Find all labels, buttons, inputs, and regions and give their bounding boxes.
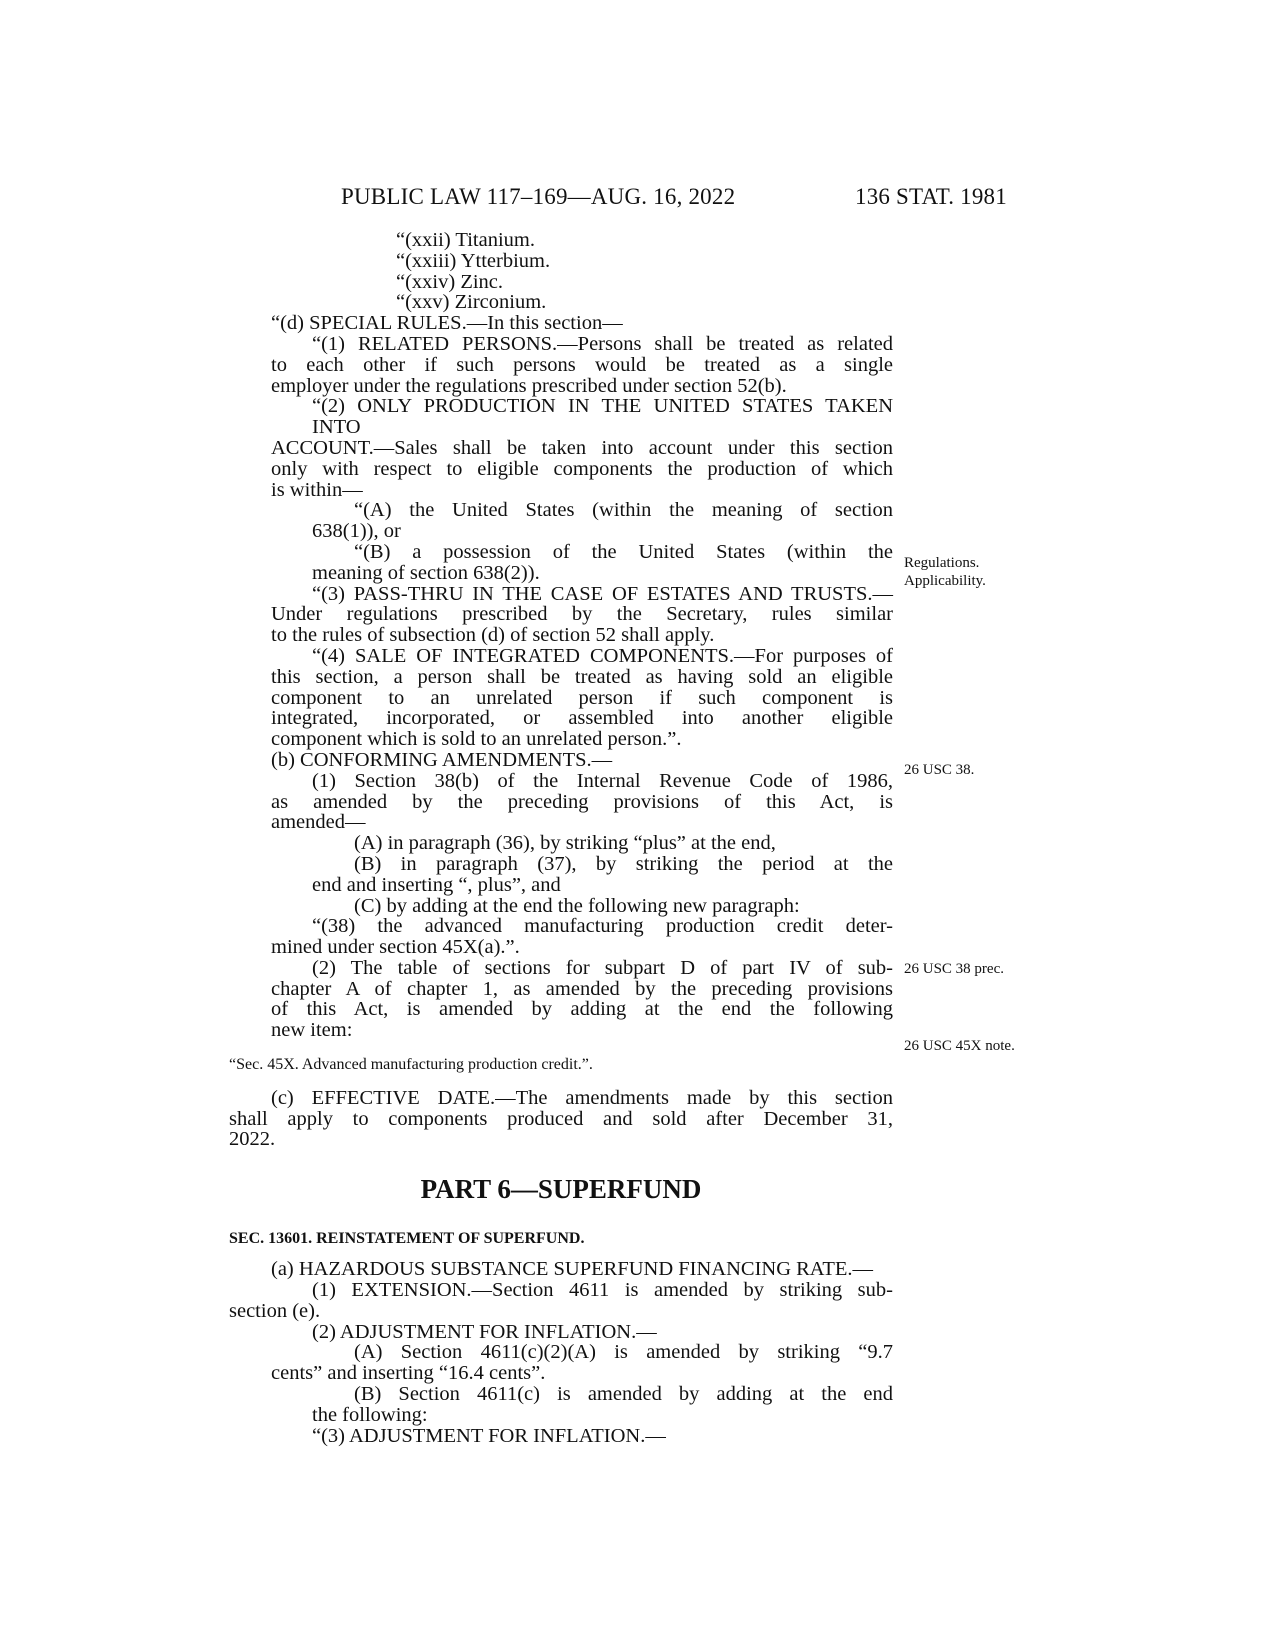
document-body (229, 230, 893, 1446)
paragraph-line: of this Act, is amended by adding at the end the following (271, 998, 893, 1021)
part-heading: PART 6—SUPERFUND (420, 1174, 702, 1205)
paragraph-line: this section, a person shall be treated as having sold an eligible (271, 665, 893, 688)
paragraph-line: shall apply to components produced and sold after December 31, (229, 1107, 893, 1130)
margin-note-usc: 26 USC 38 prec. (904, 961, 1004, 977)
paragraph-line: “(A) the United States (within the meaning of section (354, 499, 893, 522)
paragraph-line: (A) Section 4611(c)(2)(A) is amended by striking “9.7 (354, 1341, 893, 1364)
list-item: “(xxiv) Zinc. (396, 270, 504, 293)
page-number: 136 STAT. 1981 (855, 184, 1007, 209)
running-header-title: PUBLIC LAW 117–169—AUG. 16, 2022 (341, 184, 736, 209)
paragraph-line: “(3) PASS-THRU IN THE CASE OF ESTATES AND TRUSTS.— (312, 582, 893, 605)
paragraph-line: (2) The table of sections for subpart D of part IV of sub- (312, 956, 893, 979)
paragraph-line: mined under section 45X(a).”. (271, 936, 520, 959)
paragraph-line: (B) in paragraph (37), by striking the period at the (354, 852, 893, 875)
paragraph-line: section (e). (229, 1299, 321, 1322)
paragraph-line: to each other if such persons would be treated as a single (271, 353, 893, 376)
paragraph-line: 2022. (229, 1128, 276, 1151)
paragraph-line: to the rules of subsection (d) of section 52 shall apply. (271, 624, 715, 647)
paragraph-line: the following: (312, 1403, 428, 1426)
margin-note-usc: 26 USC 45X note. (904, 1038, 1015, 1054)
paragraph-line: Under regulations prescribed by the Secretary, rules similar (271, 603, 893, 626)
paragraph-line: as amended by the preceding provisions of this Act, is (271, 790, 893, 813)
paragraph-line: “(3) ADJUSTMENT FOR INFLATION.— (312, 1424, 666, 1447)
paragraph-line: “(B) a possession of the United States (within the (354, 540, 893, 563)
paragraph-line: chapter A of chapter 1, as amended by the preceding provisions (271, 977, 893, 1000)
table-of-sections-item: “Sec. 45X. Advanced manufacturing production credit.”. (229, 1056, 593, 1074)
paragraph-line: (C) by adding at the end the following new paragraph: (354, 894, 800, 917)
list-item: “(xxii) Titanium. (396, 229, 535, 251)
paragraph-line: (1) Section 38(b) of the Internal Revenue Code of 1986, (312, 769, 893, 792)
paragraph-line: “(1) RELATED PERSONS.—Persons shall be treated as related (312, 332, 893, 355)
list-item: “(xxiii) Ytterbium. (396, 249, 551, 272)
paragraph-line: only with respect to eligible components the production of which (271, 457, 893, 480)
margin-note-applicability: Applicability. (904, 573, 986, 589)
paragraph-line: 638(1)), or (312, 520, 401, 543)
paragraph-line: “(2) ONLY PRODUCTION IN THE UNITED STATES TAKEN INTO (312, 395, 893, 439)
paragraph-line: new item: (271, 1019, 353, 1042)
paragraph-line: ACCOUNT.—Sales shall be taken into account under this section (271, 436, 893, 459)
paragraph-line: amended— (271, 811, 366, 834)
paragraph-line: is within— (271, 478, 363, 501)
paragraph-line: (A) in paragraph (36), by striking “plus” at the end, (354, 832, 776, 855)
paragraph-line: cents” and inserting “16.4 cents”. (271, 1362, 546, 1385)
paragraph-line: meaning of section 638(2)). (312, 561, 540, 584)
paragraph-line: (1) EXTENSION.—Section 4611 is amended by striking sub- (312, 1279, 893, 1302)
paragraph-line: (2) ADJUSTMENT FOR INFLATION.— (312, 1320, 657, 1343)
paragraph-line: integrated, incorporated, or assembled into another eligible (271, 707, 893, 730)
margin-note-usc: 26 USC 38. (904, 762, 975, 778)
subsection-heading: “(d) SPECIAL RULES.—In this section— (271, 312, 623, 335)
paragraph-line: end and inserting “, plus”, and (312, 873, 561, 896)
margin-note-regulations: Regulations. (904, 555, 980, 571)
list-item: “(xxv) Zirconium. (396, 291, 547, 314)
paragraph-line: (c) EFFECTIVE DATE.—The amendments made by this section (271, 1086, 893, 1109)
paragraph-line: “(38) the advanced manufacturing production credit deter- (312, 915, 893, 938)
subsection-heading: (b) CONFORMING AMENDMENTS.— (271, 748, 613, 771)
section-heading: SEC. 13601. REINSTATEMENT OF SUPERFUND. (229, 1230, 585, 1248)
paragraph-line: “(4) SALE OF INTEGRATED COMPONENTS.—For purposes of (312, 644, 893, 667)
subsection-heading: (a) HAZARDOUS SUBSTANCE SUPERFUND FINANCING RATE.— (271, 1258, 874, 1281)
paragraph-line: component which is sold to an unrelated person.”. (271, 728, 682, 751)
paragraph-line: (B) Section 4611(c) is amended by adding at the end (354, 1383, 893, 1406)
paragraph-line: component to an unrelated person if such component is (271, 686, 893, 709)
paragraph-line: employer under the regulations prescribed under section 52(b). (271, 374, 787, 397)
